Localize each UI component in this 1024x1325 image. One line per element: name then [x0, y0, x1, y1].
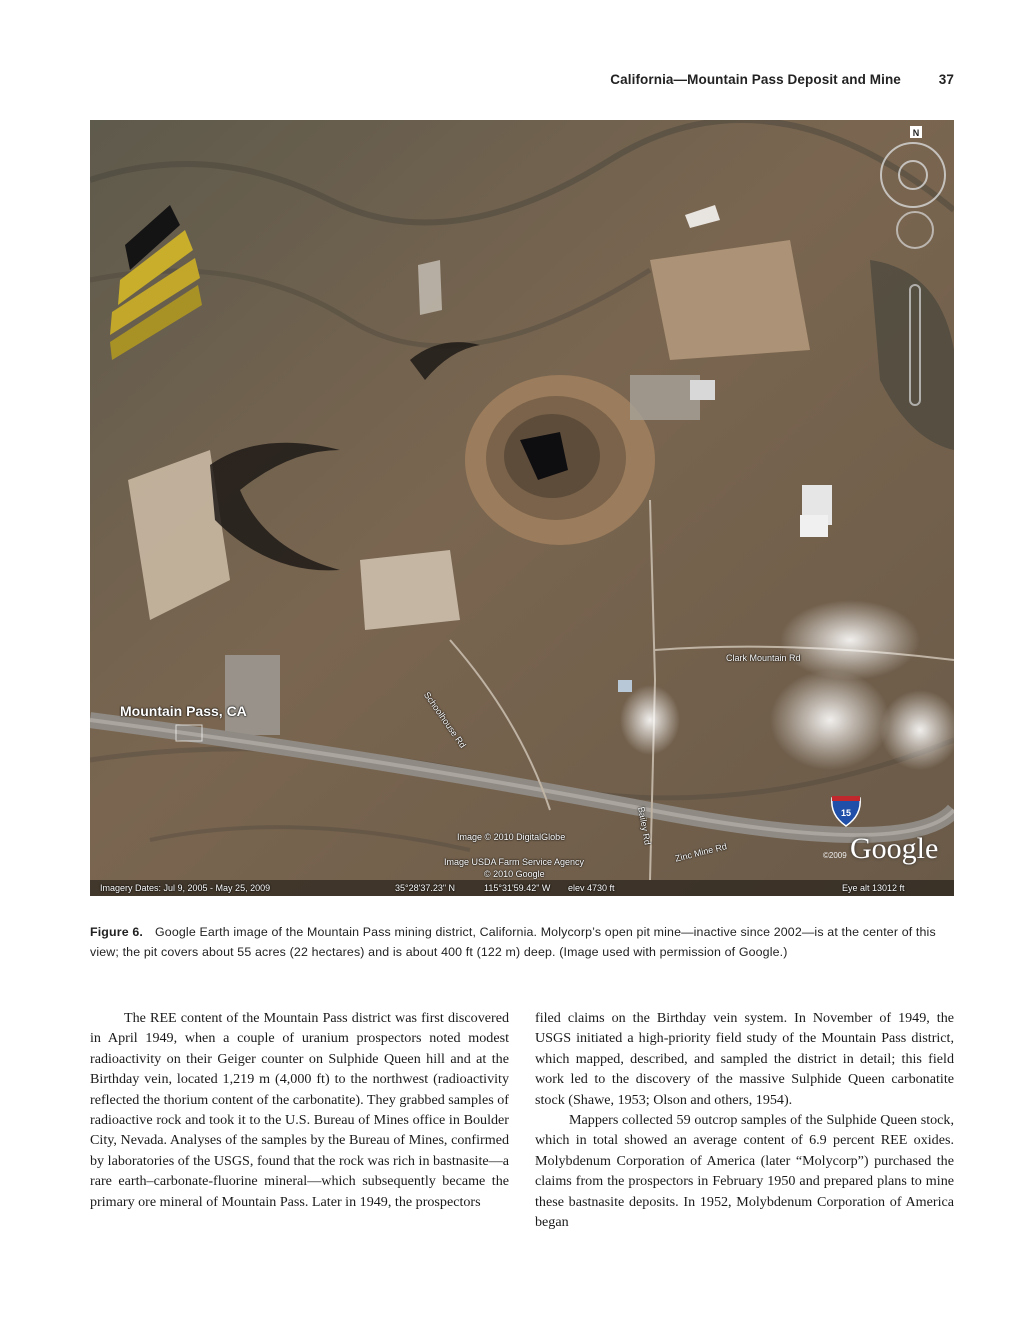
satellite-image [90, 120, 954, 896]
caption-text: Google Earth image of the Mountain Pass mining district, California. Molycorp’s open pit mine—inactive since 2002—is at the center of this view; the pit covers about 55 acres (22 hectares) and is about 400 ft (122 m) deep. (Image used with permission of Google.) [90, 925, 936, 959]
schoolhouse-road-label: Schoolhouse Rd [421, 690, 468, 750]
right-column [535, 1008, 954, 1232]
open-pit [465, 375, 655, 545]
body-columns [90, 1008, 954, 1232]
town-label: Mountain Pass, CA [120, 703, 247, 719]
google-logo: Google [850, 832, 939, 865]
compass-north: N [912, 128, 920, 138]
credit-usda: Image USDA Farm Service Agency [444, 857, 585, 867]
eye-altitude-readout: Eye alt 13012 ft [842, 883, 905, 893]
satellite-figure [90, 120, 954, 896]
zinc-road-label: Zinc Mine Rd [674, 841, 728, 864]
interstate-number: 15 [840, 808, 852, 818]
paragraph: The REE content of the Mountain Pass district was first discovered in April 1949, when a couple of uranium prospectors noted modest radioactivity on their Geiger counter on Sulphide Queen hill and at the Birthday vein, located 1,219 m (4,000 ft) to the northwest (radioactivity reflected the thorium content of the carbonatite). They grabbed samples of radioactive rock and took it to the U.S. Bureau of Mines office in Boulder City, Nevada. Analyses of the samples by the Bureau of Mines, confirmed by laboratories of the USGS, found that the rock was rich in bastnasite—a rare earth–carbonate-fluorine mineral—which subsequently became the primary ore mineral of Mountain Pass. Later in 1949, the prospectors [90, 1010, 509, 1210]
figure-label: Figure 6. [90, 925, 143, 939]
imagery-dates: Imagery Dates: Jul 9, 2005 - May 25, 2009 [100, 883, 271, 893]
logo-year: ©2009 [823, 851, 847, 860]
credit-google: © 2010 Google [484, 869, 545, 879]
latitude-readout: 35°28'37.23" N [395, 883, 456, 893]
bailey-road-label: Bailey Rd [636, 806, 653, 846]
paragraph: Mappers collected 59 outcrop samples of the Sulphide Queen stock, which in total showed an average content of 6.9 percent REE oxides. Molybdenum Corporation of America (later “Molycorp”) purchased the claims from the prospectors in February 1950 and prepared plans to mine these bastnasite deposits. In 1952, Molybdenum Corporation of America began [535, 1112, 954, 1231]
clark-road-label: Clark Mountain Rd [726, 653, 801, 663]
figure-caption [90, 922, 954, 962]
paragraph: filed claims on the Birthday vein system. In November of 1949, the USGS initiated a high-priority field study of the Mountain Pass district, which mapped, described, and sampled the district in detail; this field work led to the discovery of the massive Sulphide Queen carbonatite stock (Shawe, 1953; Olson and others, 1954). [535, 1010, 954, 1108]
left-column [90, 1008, 509, 1232]
running-title: California—Mountain Pass Deposit and Mine [610, 72, 901, 87]
credit-digitalglobe: Image © 2010 DigitalGlobe [457, 832, 566, 842]
page-number: 37 [938, 72, 954, 87]
running-head [610, 72, 954, 87]
longitude-readout: 115°31'59.42" W [484, 883, 551, 893]
elevation-readout: elev 4730 ft [568, 883, 615, 893]
